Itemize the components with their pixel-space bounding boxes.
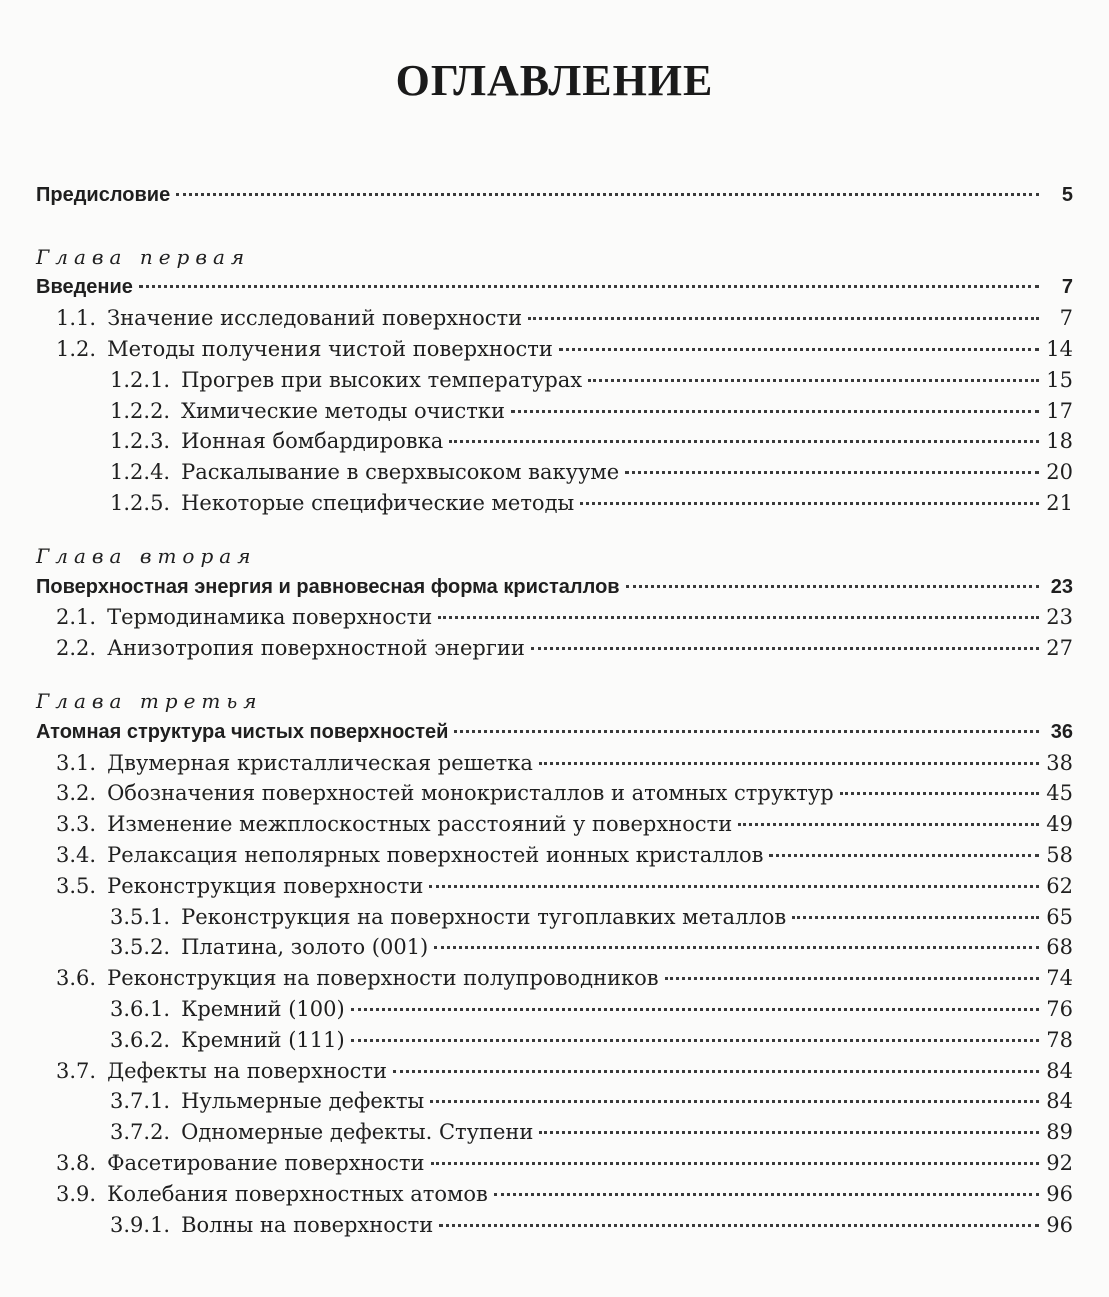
dot-leader	[430, 1100, 1039, 1103]
toc-entry[interactable]	[36, 1148, 1073, 1179]
toc-entry[interactable]	[36, 1025, 1073, 1056]
section-number: 2.2.	[56, 636, 97, 661]
section-title: Термодинамика поверхности	[107, 605, 433, 630]
section-number: 3.8.	[56, 1150, 97, 1175]
page-number: 21	[1046, 490, 1073, 515]
toc-entry[interactable]	[36, 396, 1073, 427]
section-title: Предисловие	[36, 184, 171, 206]
page-number: 23	[1050, 575, 1073, 598]
section-number: 3.5.1.	[110, 904, 171, 929]
page-number: 84	[1046, 1058, 1073, 1083]
toc-entry[interactable]	[36, 778, 1073, 809]
toc-entry[interactable]	[36, 602, 1073, 633]
dot-leader	[559, 348, 1039, 351]
toc-entry[interactable]	[36, 840, 1073, 871]
page-number: 76	[1046, 996, 1073, 1021]
dot-leader	[511, 410, 1039, 413]
section-number: 3.7.	[56, 1058, 97, 1083]
page-number: 23	[1046, 605, 1073, 630]
section-number: 1.2.1.	[110, 367, 171, 392]
page-title: ОГЛАВЛЕНИЕ	[395, 56, 714, 105]
section-number: 3.5.	[56, 873, 97, 898]
toc-entry[interactable]	[36, 572, 1073, 603]
section-number: 1.1.	[56, 306, 97, 331]
dot-leader	[434, 946, 1039, 949]
dot-leader	[539, 1131, 1039, 1134]
page-number: 45	[1046, 781, 1073, 806]
toc-entry[interactable]	[36, 748, 1073, 779]
section-spacer	[36, 664, 1073, 686]
section-title: Атомная структура чистых поверхностей	[36, 720, 449, 743]
page-number: 14	[1046, 336, 1073, 361]
page-number: 49	[1046, 812, 1073, 837]
dot-leader	[840, 792, 1039, 795]
section-title: Реконструкция поверхности	[107, 873, 424, 898]
section-spacer	[36, 519, 1073, 541]
section-number: 3.3.	[56, 812, 97, 837]
section-title: Раскалывание в сверхвысоком вакууме	[181, 460, 620, 485]
section-number: 3.1.	[56, 750, 97, 775]
dot-leader	[580, 502, 1039, 505]
toc-entry[interactable]	[36, 902, 1073, 933]
section-title: Реконструкция на поверхности тугоплавких металлов	[181, 904, 787, 929]
dot-leader	[738, 823, 1039, 826]
dot-leader	[528, 317, 1039, 320]
page-number: 36	[1050, 720, 1073, 743]
chapter-heading: Глава первая	[36, 244, 251, 269]
toc-entry[interactable]	[36, 303, 1073, 334]
section-title: Реконструкция на поверхности полупроводников	[107, 966, 659, 991]
page-number: 92	[1046, 1150, 1073, 1175]
section-title: Нульмерные дефекты	[181, 1089, 425, 1114]
section-title: Одномерные дефекты. Ступени	[181, 1120, 534, 1145]
section-title: Релаксация неполярных поверхностей ионных кристаллов	[107, 842, 764, 867]
dot-leader	[454, 730, 1039, 733]
section-number: 3.6.	[56, 966, 97, 991]
section-number: 3.4.	[56, 842, 97, 867]
section-number: 1.2.4.	[110, 460, 171, 485]
dot-leader	[588, 379, 1039, 382]
section-title: Введение	[36, 276, 133, 299]
page-number: 89	[1046, 1120, 1073, 1145]
dot-leader	[431, 1162, 1039, 1165]
toc-entry[interactable]	[36, 334, 1073, 365]
page-number: 62	[1046, 873, 1073, 898]
page-number: 38	[1046, 750, 1073, 775]
page-number: 5	[1061, 184, 1073, 206]
toc-entry[interactable]	[36, 809, 1073, 840]
dot-leader	[494, 1193, 1039, 1196]
dot-leader	[665, 977, 1039, 980]
dot-leader	[351, 1039, 1039, 1042]
section-number: 1.2.5.	[110, 490, 171, 515]
toc-entry[interactable]	[36, 994, 1073, 1025]
toc-entry[interactable]	[36, 1210, 1073, 1241]
section-number: 1.2.3.	[110, 429, 171, 454]
page-number: 96	[1046, 1212, 1073, 1237]
dot-leader	[351, 1008, 1039, 1011]
page-number: 27	[1046, 636, 1073, 661]
page-number: 18	[1046, 429, 1073, 454]
toc-entry[interactable]	[36, 717, 1073, 748]
section-spacer	[36, 211, 1073, 242]
toc-entry[interactable]	[36, 180, 1073, 211]
section-title: Изменение межплоскостных расстояний у поверхности	[107, 812, 733, 837]
page-number: 58	[1046, 842, 1073, 867]
dot-leader	[626, 585, 1039, 588]
section-title: Фасетирование поверхности	[107, 1150, 425, 1175]
page-number: 78	[1046, 1027, 1073, 1052]
dot-leader	[393, 1070, 1039, 1073]
page-number: 84	[1046, 1089, 1073, 1114]
page-number: 65	[1046, 904, 1073, 929]
section-title: Кремний (111)	[181, 1027, 345, 1052]
dot-leader	[449, 440, 1039, 443]
section-title: Методы получения чистой поверхности	[107, 336, 553, 361]
section-title: Обозначения поверхностей монокристаллов и атомных структур	[107, 781, 834, 806]
page-number: 7	[1059, 306, 1073, 331]
section-title: Колебания поверхностных атомов	[107, 1181, 488, 1206]
toc-entry[interactable]	[36, 963, 1073, 994]
toc-entry[interactable]	[36, 1086, 1073, 1117]
dot-leader	[438, 616, 1039, 619]
section-number: 3.5.2.	[110, 935, 171, 960]
section-number: 3.2.	[56, 781, 97, 806]
section-number: 3.9.1.	[110, 1212, 171, 1237]
toc-entry[interactable]	[36, 272, 1073, 303]
toc-entry[interactable]	[36, 1179, 1073, 1210]
section-title: Кремний (100)	[181, 996, 345, 1021]
section-number: 3.7.2.	[110, 1120, 171, 1145]
dot-leader	[429, 885, 1039, 888]
dot-leader	[792, 916, 1039, 919]
page-number: 17	[1046, 398, 1073, 423]
page-number: 20	[1046, 460, 1073, 485]
toc-entry[interactable]	[36, 633, 1073, 664]
section-title: Прогрев при высоких температурах	[181, 367, 583, 392]
toc-entry[interactable]	[36, 426, 1073, 457]
toc-entry[interactable]	[36, 365, 1073, 396]
toc-entry[interactable]	[36, 457, 1073, 488]
section-title: Ионная бомбардировка	[181, 429, 444, 454]
dot-leader	[531, 647, 1039, 650]
section-title: Платина, золото (001)	[181, 935, 429, 960]
toc-entry[interactable]	[36, 488, 1073, 519]
section-title: Некоторые специфические методы	[181, 490, 575, 515]
toc-entry[interactable]	[36, 1117, 1073, 1148]
page-number: 74	[1046, 966, 1073, 991]
section-title: Значение исследований поверхности	[107, 306, 523, 331]
section-title: Волны на поверхности	[181, 1212, 434, 1237]
section-title: Двумерная кристаллическая решетка	[107, 750, 533, 775]
table-of-contents	[36, 180, 1073, 1240]
toc-entry[interactable]	[36, 932, 1073, 963]
toc-entry[interactable]	[36, 1056, 1073, 1087]
page-number: 68	[1046, 935, 1073, 960]
section-number: 3.6.1.	[110, 996, 171, 1021]
toc-entry[interactable]	[36, 871, 1073, 902]
dot-leader	[769, 854, 1039, 857]
section-number: 3.9.	[56, 1181, 97, 1206]
section-number: 3.6.2.	[110, 1027, 171, 1052]
dot-leader	[176, 193, 1039, 196]
chapter-heading: Глава третья	[36, 688, 263, 713]
section-title: Дефекты на поверхности	[107, 1058, 387, 1083]
dot-leader	[625, 471, 1039, 474]
page-number: 96	[1046, 1181, 1073, 1206]
section-number: 3.7.1.	[110, 1089, 171, 1114]
section-number: 1.2.	[56, 336, 97, 361]
section-title: Химические методы очистки	[181, 398, 506, 423]
page-number: 7	[1061, 276, 1073, 299]
dot-leader	[439, 1224, 1039, 1227]
section-number: 1.2.2.	[110, 398, 171, 423]
page-number: 15	[1046, 367, 1073, 392]
dot-leader	[139, 285, 1039, 288]
section-number: 2.1.	[56, 605, 97, 630]
chapter-heading: Глава вторая	[36, 543, 257, 568]
section-title: Поверхностная энергия и равновесная форма кристаллов	[36, 575, 620, 598]
dot-leader	[539, 762, 1039, 765]
section-title: Анизотропия поверхностной энергии	[107, 636, 525, 661]
